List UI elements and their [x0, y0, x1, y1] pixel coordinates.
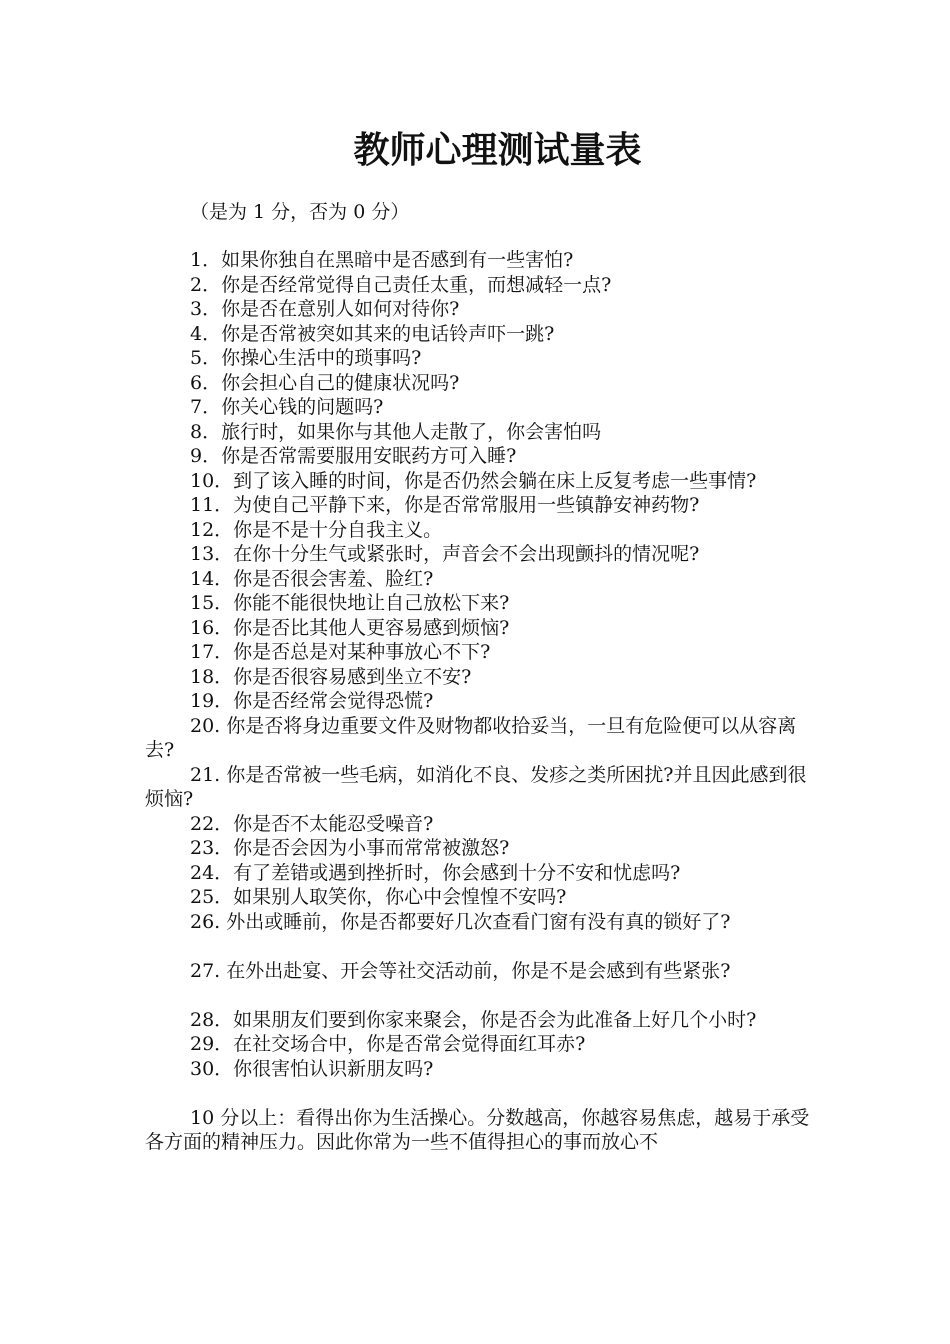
question-item: 11．为使自己平静下来，你是否常常服用一些镇静安神药物? [190, 494, 700, 516]
question-item: 20. 你是否将身边重要文件及财物都收拾妥当，一旦有危险便可以从容离去? [145, 714, 797, 761]
question-item: 17．你是否总是对某种事放心不下? [190, 641, 491, 663]
question-item: 1．如果你独自在黑暗中是否感到有一些害怕? [190, 249, 574, 271]
question-item: 25．如果别人取笑你，你心中会惶惶不安吗? [190, 886, 567, 908]
question-item: 30．你很害怕认识新朋友吗? [190, 1057, 434, 1080]
scoring-note: （是为 1 分，否为 0 分） [190, 201, 410, 223]
question-item: 16．你是否比其他人更容易感到烦恼? [190, 616, 510, 639]
question-item: 29．在社交场合中，你是否常会觉得面红耳赤? [190, 1033, 586, 1055]
question-item: 2．你是否经常觉得自己责任太重，而想减轻一点? [190, 273, 612, 296]
question-item: 15．你能不能很快地让自己放松下来? [190, 592, 510, 614]
question-item: 18．你是否很容易感到坐立不安? [190, 665, 472, 688]
question-item: 9．你是否常需要服用安眠药方可入睡? [190, 445, 517, 467]
question-item: 13．在你十分生气或紧张时，声音会不会出现颤抖的情况呢? [190, 543, 700, 565]
question-item: 6．你会担心自己的健康状况吗? [190, 371, 460, 394]
question-item: 12．你是不是十分自我主义。 [190, 518, 443, 541]
question-item: 3．你是否在意别人如何对待你? [190, 298, 460, 320]
question-item: 26. 外出或睡前，你是否都要好几次查看门窗有没有真的锁好了? [190, 910, 731, 933]
question-item: 23．你是否会因为小事而常常被激怒? [190, 837, 510, 859]
question-item: 8．旅行时，如果你与其他人走散了，你会害怕吗 [190, 420, 602, 443]
question-item: 19．你是否经常会觉得恐慌? [190, 690, 434, 712]
question-item: 28．如果朋友们要到你家来聚会，你是否会为此准备上好几个小时? [190, 1008, 757, 1031]
result-paragraph: 10 分以上：看得出你为生活操心。分数越高，你越容易焦虑，越易于承受各方面的精神压力。因此你常为一些不值得担心的事而放心不 [145, 1106, 810, 1153]
question-item: 10．到了该入睡的时间，你是否仍然会躺在床上反复考虑一些事情? [190, 469, 757, 492]
question-list [145, 248, 825, 1155]
blank-line [145, 1081, 825, 1106]
page-title: 教师心理测试量表 [353, 130, 642, 171]
question-item: 24．有了差错或遇到挫折时，你会感到十分不安和忧虑吗? [190, 861, 681, 884]
question-item: 14．你是否很会害羞、脸红? [190, 567, 434, 590]
question-item: 4．你是否常被突如其来的电话铃声吓一跳? [190, 322, 555, 345]
question-item: 7．你关心钱的问题吗? [190, 396, 384, 418]
blank-line [145, 934, 825, 959]
question-item: 22．你是否不太能忍受噪音? [190, 812, 434, 835]
question-item: 5．你操心生活中的琐事吗? [190, 347, 422, 369]
question-item: 21. 你是否常被一些毛病，如消化不良、发疹之类所困扰?并且因此感到很烦恼? [145, 763, 807, 810]
blank-line [145, 983, 825, 1008]
question-item: 27. 在外出赴宴、开会等社交活动前，你是不是会感到有些紧张? [190, 959, 731, 982]
